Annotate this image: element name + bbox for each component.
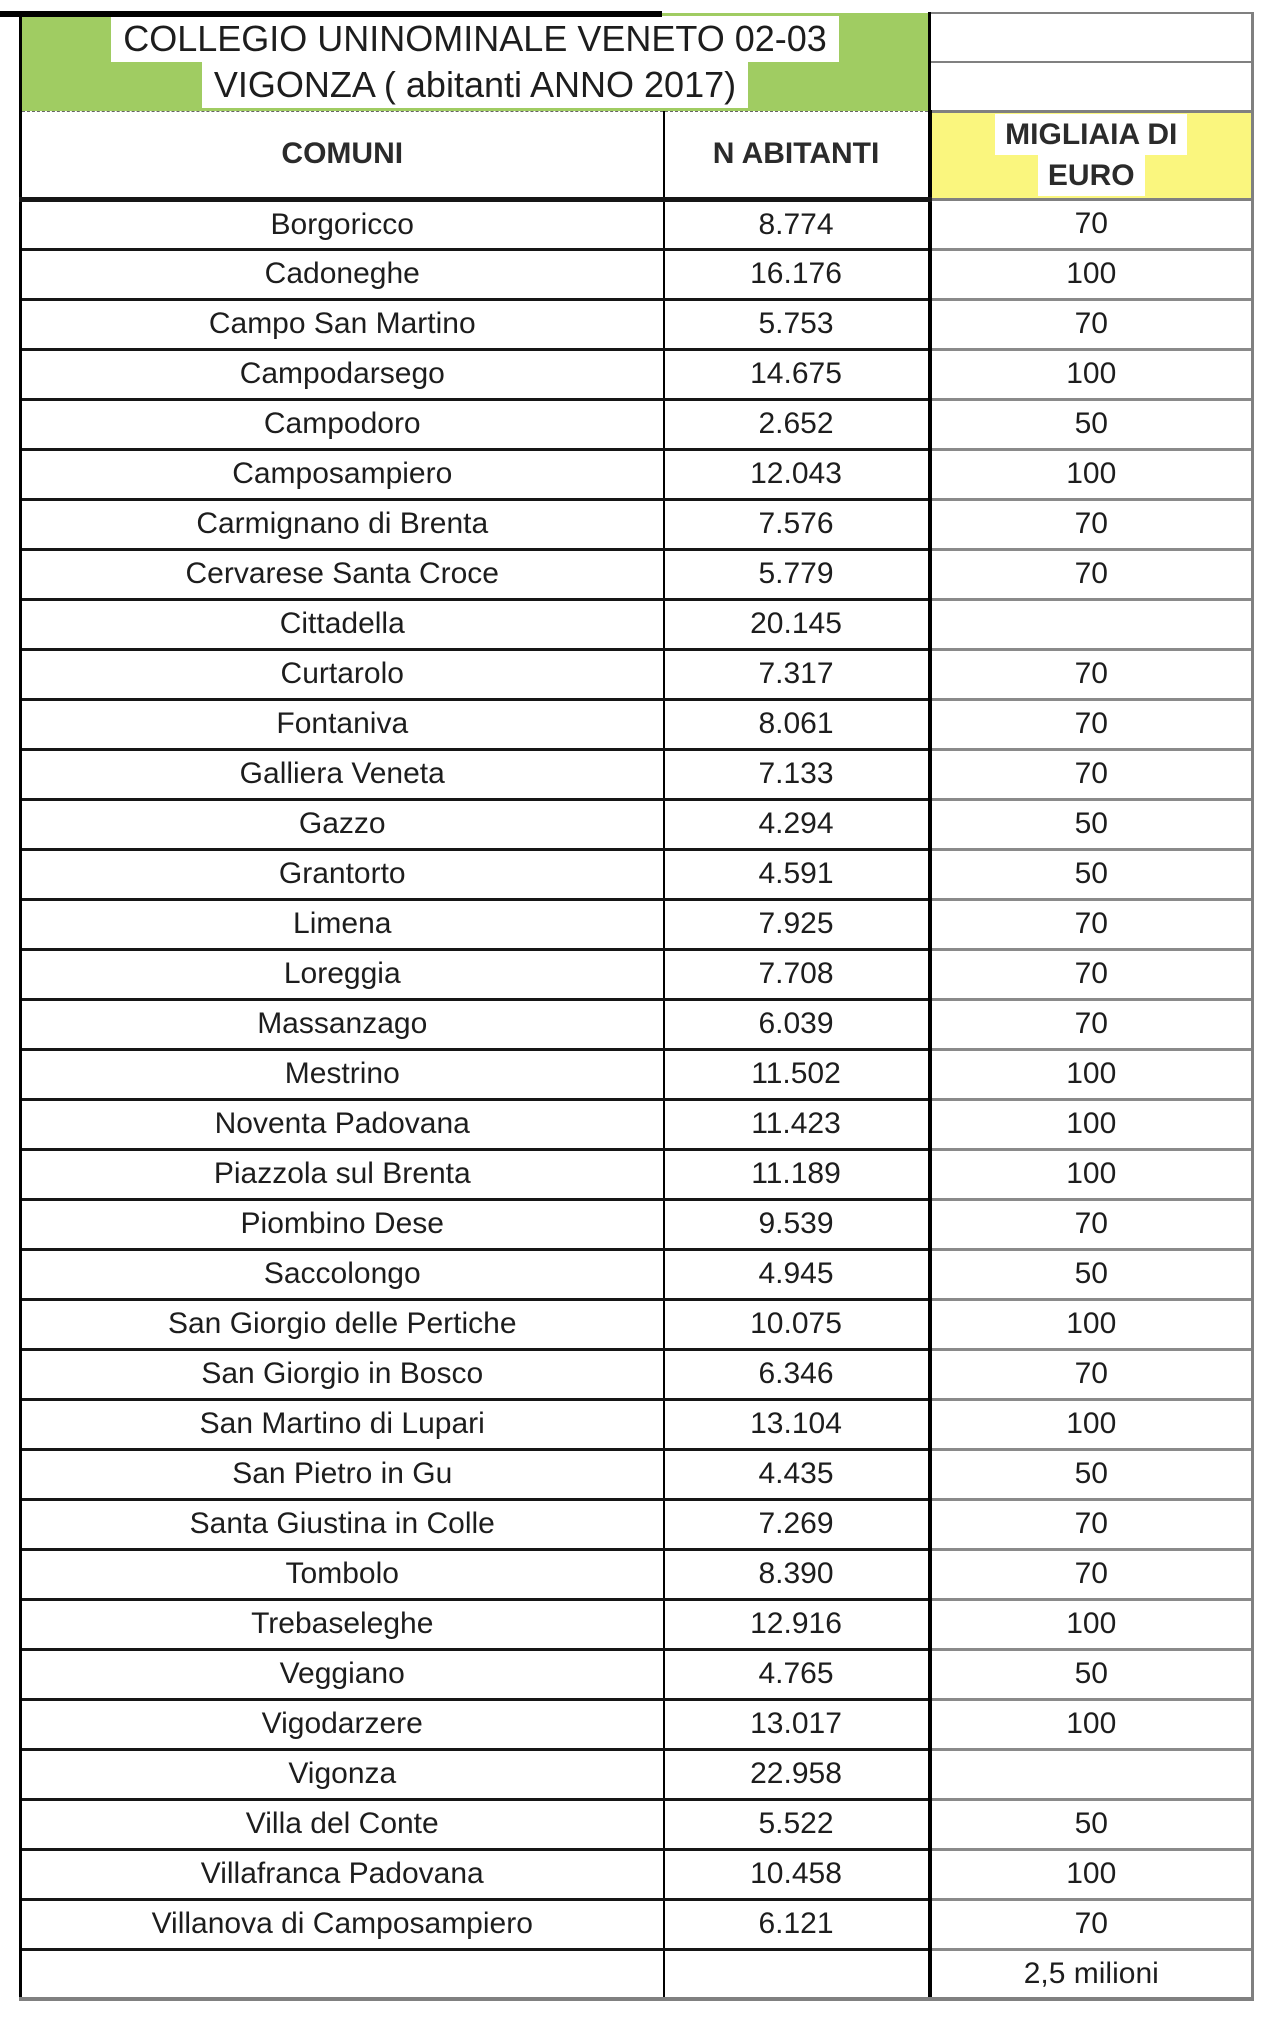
- comune-cell: Villa del Conte: [21, 1799, 664, 1849]
- column-header-comuni: COMUNI: [21, 111, 664, 199]
- euro-cell: 100: [930, 1699, 1253, 1749]
- euro-cell: 70: [930, 699, 1253, 749]
- comune-cell: Saccolongo: [21, 1249, 664, 1299]
- comune-cell: Curtarolo: [21, 649, 664, 699]
- table-row: [21, 249, 1253, 299]
- comune-cell: Trebaseleghe: [21, 1599, 664, 1649]
- table-row: [21, 549, 1253, 599]
- euro-cell: 70: [930, 1199, 1253, 1249]
- comune-cell: Carmignano di Brenta: [21, 499, 664, 549]
- comune-cell: Santa Giustina in Colle: [21, 1499, 664, 1549]
- comune-cell: Fontaniva: [21, 699, 664, 749]
- comune-cell: San Giorgio in Bosco: [21, 1349, 664, 1399]
- euro-cell: 100: [930, 1399, 1253, 1449]
- comune-cell: San Pietro in Gu: [21, 1449, 664, 1499]
- table-row: [21, 1349, 1253, 1399]
- abitanti-cell: 7.708: [664, 949, 930, 999]
- euro-cell: 70: [930, 949, 1253, 999]
- table-row: [21, 449, 1253, 499]
- comune-cell: Campo San Martino: [21, 299, 664, 349]
- abitanti-cell: 12.916: [664, 1599, 930, 1649]
- abitanti-cell: 4.435: [664, 1449, 930, 1499]
- table-row: [21, 1249, 1253, 1299]
- top-border-bar: [0, 11, 662, 17]
- comune-cell: Galliera Veneta: [21, 749, 664, 799]
- comune-cell: Limena: [21, 899, 664, 949]
- abitanti-cell: 11.502: [664, 1049, 930, 1099]
- abitanti-cell: 8.061: [664, 699, 930, 749]
- abitanti-cell: 8.390: [664, 1549, 930, 1599]
- abitanti-cell: 22.958: [664, 1749, 930, 1799]
- euro-cell: 50: [930, 399, 1253, 449]
- abitanti-cell: 20.145: [664, 599, 930, 649]
- table-row: [21, 1199, 1253, 1249]
- abitanti-cell: 7.269: [664, 1499, 930, 1549]
- euro-cell: 70: [930, 1899, 1253, 1949]
- euro-cell: [930, 1749, 1253, 1799]
- comune-cell: San Giorgio delle Pertiche: [21, 1299, 664, 1349]
- table-row: [21, 1099, 1253, 1149]
- empty-cell-top-right-1: [930, 13, 1253, 62]
- abitanti-cell: 6.121: [664, 1899, 930, 1949]
- euro-cell: 70: [930, 1499, 1253, 1549]
- comune-cell: Camposampiero: [21, 449, 664, 499]
- abitanti-cell: 6.346: [664, 1349, 930, 1399]
- table-row: [21, 399, 1253, 449]
- empty-cell-top-right-2: [930, 62, 1253, 111]
- table-row: [21, 1399, 1253, 1449]
- euro-cell: 100: [930, 1849, 1253, 1899]
- comune-cell: Piazzola sul Brenta: [21, 1149, 664, 1199]
- abitanti-cell: 9.539: [664, 1199, 930, 1249]
- euro-cell: 70: [930, 1349, 1253, 1399]
- euro-cell: 70: [930, 549, 1253, 599]
- euro-cell: 70: [930, 299, 1253, 349]
- comune-cell: Campodoro: [21, 399, 664, 449]
- abitanti-cell: 4.591: [664, 849, 930, 899]
- comune-cell: Massanzago: [21, 999, 664, 1049]
- comune-cell: San Martino di Lupari: [21, 1399, 664, 1449]
- euro-cell: 70: [930, 899, 1253, 949]
- abitanti-cell: 8.774: [664, 199, 930, 249]
- table-row: [21, 1549, 1253, 1599]
- abitanti-cell: 7.576: [664, 499, 930, 549]
- euro-cell: 70: [930, 999, 1253, 1049]
- abitanti-cell: 14.675: [664, 349, 930, 399]
- table-row: [21, 1649, 1253, 1699]
- euro-cell: 70: [930, 199, 1253, 249]
- euro-cell: 100: [930, 349, 1253, 399]
- abitanti-cell: 13.104: [664, 1399, 930, 1449]
- euro-cell: 70: [930, 749, 1253, 799]
- table-row: [21, 1299, 1253, 1349]
- abitanti-cell: 16.176: [664, 249, 930, 299]
- comune-cell: Villanova di Camposampiero: [21, 1899, 664, 1949]
- column-header-abitanti: N ABITANTI: [664, 111, 930, 199]
- table-row: [21, 999, 1253, 1049]
- abitanti-cell: 5.753: [664, 299, 930, 349]
- abitanti-cell: 2.652: [664, 399, 930, 449]
- table-row: [21, 1049, 1253, 1099]
- footer-euro-cell: 2,5 milioni: [930, 1949, 1253, 1999]
- euro-cell: 70: [930, 1549, 1253, 1599]
- table-row: [21, 1699, 1253, 1749]
- table-row: [21, 349, 1253, 399]
- abitanti-cell: 6.039: [664, 999, 930, 1049]
- comune-cell: Noventa Padovana: [21, 1099, 664, 1149]
- table-row: [21, 1499, 1253, 1549]
- table-header-block: [21, 13, 1253, 199]
- comune-cell: Loreggia: [21, 949, 664, 999]
- comune-cell: Cervarese Santa Croce: [21, 549, 664, 599]
- euro-cell: 50: [930, 1249, 1253, 1299]
- abitanti-cell: 12.043: [664, 449, 930, 499]
- collegio-table: [19, 12, 1254, 2001]
- comune-cell: Veggiano: [21, 1649, 664, 1699]
- comune-cell: Villafranca Padovana: [21, 1849, 664, 1899]
- abitanti-cell: 7.317: [664, 649, 930, 699]
- comune-cell: Piombino Dese: [21, 1199, 664, 1249]
- euro-cell: 70: [930, 649, 1253, 699]
- table-footer: [21, 1949, 1253, 1999]
- column-header-euro-line1: MIGLIAIA DI: [995, 114, 1187, 155]
- footer-comune-cell: [21, 1949, 664, 1999]
- euro-cell: 70: [930, 499, 1253, 549]
- abitanti-cell: 11.423: [664, 1099, 930, 1149]
- table-row: [21, 699, 1253, 749]
- title-row-1: [21, 13, 1253, 62]
- euro-cell: 100: [930, 1599, 1253, 1649]
- table-row: [21, 799, 1253, 849]
- table-row: [21, 1899, 1253, 1949]
- comune-cell: Mestrino: [21, 1049, 664, 1099]
- column-header-row: [21, 111, 1253, 199]
- comune-cell: Cittadella: [21, 599, 664, 649]
- abitanti-cell: 4.294: [664, 799, 930, 849]
- comune-cell: Grantorto: [21, 849, 664, 899]
- comune-cell: Vigonza: [21, 1749, 664, 1799]
- table-title-cell: [21, 13, 930, 111]
- abitanti-cell: 4.945: [664, 1249, 930, 1299]
- euro-cell: 50: [930, 799, 1253, 849]
- euro-cell: 50: [930, 1799, 1253, 1849]
- table-row: [21, 949, 1253, 999]
- table-row: [21, 649, 1253, 699]
- comune-cell: Vigodarzere: [21, 1699, 664, 1749]
- column-header-euro-line2: EURO: [1038, 155, 1145, 196]
- euro-cell: 100: [930, 249, 1253, 299]
- table-row: [21, 1749, 1253, 1799]
- column-header-euro: [930, 111, 1253, 199]
- comune-cell: Campodarsego: [21, 349, 664, 399]
- comune-cell: Gazzo: [21, 799, 664, 849]
- euro-cell: 100: [930, 1049, 1253, 1099]
- title-line2: VIGONZA ( abitanti ANNO 2017): [202, 62, 748, 108]
- table-row: [21, 1449, 1253, 1499]
- euro-cell: 50: [930, 1649, 1253, 1699]
- comune-cell: Cadoneghe: [21, 249, 664, 299]
- table-row: [21, 1799, 1253, 1849]
- abitanti-cell: 11.189: [664, 1149, 930, 1199]
- euro-cell: [930, 599, 1253, 649]
- table-row: [21, 199, 1253, 249]
- table-row: [21, 599, 1253, 649]
- comune-cell: Borgoricco: [21, 199, 664, 249]
- title-line1: COLLEGIO UNINOMINALE VENETO 02-03: [111, 16, 839, 62]
- abitanti-cell: 5.779: [664, 549, 930, 599]
- euro-cell: 100: [930, 449, 1253, 499]
- euro-cell: 100: [930, 1299, 1253, 1349]
- table-body: [21, 199, 1253, 1949]
- table-row: [21, 1849, 1253, 1899]
- euro-cell: 100: [930, 1099, 1253, 1149]
- abitanti-cell: 10.075: [664, 1299, 930, 1349]
- euro-cell: 100: [930, 1149, 1253, 1199]
- table-row: [21, 299, 1253, 349]
- abitanti-cell: 4.765: [664, 1649, 930, 1699]
- table-row: [21, 1149, 1253, 1199]
- euro-cell: 50: [930, 849, 1253, 899]
- footer-abitanti-cell: [664, 1949, 930, 1999]
- footer-row: [21, 1949, 1253, 1999]
- table-row: [21, 849, 1253, 899]
- abitanti-cell: 5.522: [664, 1799, 930, 1849]
- table-row: [21, 499, 1253, 549]
- table-row: [21, 749, 1253, 799]
- table-row: [21, 899, 1253, 949]
- comune-cell: Tombolo: [21, 1549, 664, 1599]
- abitanti-cell: 7.925: [664, 899, 930, 949]
- euro-cell: 50: [930, 1449, 1253, 1499]
- table-row: [21, 1599, 1253, 1649]
- abitanti-cell: 7.133: [664, 749, 930, 799]
- abitanti-cell: 13.017: [664, 1699, 930, 1749]
- abitanti-cell: 10.458: [664, 1849, 930, 1899]
